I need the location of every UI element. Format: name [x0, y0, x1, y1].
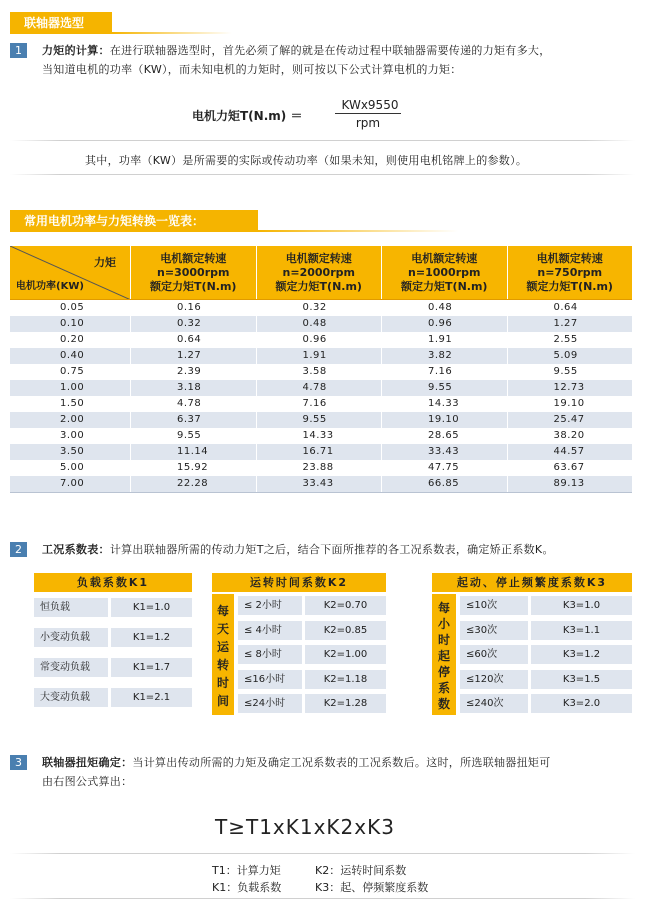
- torque-cell: 22.28: [131, 476, 257, 492]
- torque-calc-text-a: 在进行联轴器选型时，首先必须了解的就是在传动过程中联轴器需要传递的力矩有多大，: [109, 44, 551, 57]
- power-note: 其中，功率（KW）是所需要的实际或传动功率（如果未知，则使用电机铭牌上的参数）。: [85, 154, 528, 167]
- torque-cell: 19.10: [553, 398, 585, 409]
- power-cell: 3.00: [10, 428, 131, 444]
- torque-cell: 7.16: [382, 364, 508, 380]
- k2-condition-cell: ≤24小时: [238, 694, 302, 713]
- table-row: [10, 364, 632, 380]
- torque-cell: 44.57: [553, 446, 585, 457]
- divider: [10, 174, 635, 175]
- torque-cell: 1.27: [553, 318, 578, 329]
- step-number-3: 3: [10, 755, 27, 770]
- torque-cell: 9.55: [553, 366, 578, 377]
- torque-cell: 11.14: [131, 444, 257, 460]
- k2-value-cell: K2=0.85: [305, 621, 386, 640]
- torque-cell: 0.32: [131, 316, 257, 332]
- power-torque-table: [10, 246, 632, 493]
- k2-vertical-char: 运: [216, 640, 229, 654]
- power-cell: 0.40: [10, 348, 131, 364]
- step-number-1: 1: [10, 43, 27, 58]
- k2-vertical-char: 天: [216, 622, 229, 636]
- section-banner-coupling-selection: 联轴器选型: [10, 12, 112, 34]
- table-header: [10, 246, 632, 300]
- torque-cell: 15.92: [131, 460, 257, 476]
- torque-cell: 0.48: [257, 316, 383, 332]
- k1-value-cell: K1=1.2: [111, 628, 192, 647]
- corner-torque-label: 力矩: [94, 256, 116, 269]
- power-cell: 1.50: [10, 396, 131, 412]
- step-number-2: 2: [10, 542, 27, 557]
- torque-calc-text-b: 当知道电机的功率（KW），而未知电机的力矩时，则可按以下公式计算电机的力矩：: [42, 63, 462, 76]
- divider: [10, 140, 635, 141]
- factor-text: 计算出联轴器所需的传动力矩T之后，结合下面所推荐的各工况系数表，确定矫正系数K。: [109, 543, 554, 556]
- k1-condition-cell: 大变动负载: [34, 688, 108, 707]
- torque-cell: 0.96: [382, 316, 508, 332]
- torque-cell: 63.67: [553, 462, 585, 473]
- k2-value-cell: K2=1.00: [305, 645, 386, 664]
- torque-cell: 66.85: [382, 476, 508, 492]
- k1-value-cell: K1=1.7: [111, 658, 192, 677]
- torque-cell: 9.55: [382, 380, 508, 396]
- power-cell: 0.75: [10, 364, 131, 380]
- k2-condition-cell: ≤ 4小时: [238, 621, 302, 640]
- torque-determine-text-b: 由右图公式算出：: [42, 775, 133, 788]
- table-body: [10, 300, 632, 493]
- k2-vertical-char: 每: [216, 604, 229, 618]
- torque-cell: 1.91: [257, 348, 383, 364]
- k3-value-cell: K3=2.0: [531, 694, 632, 713]
- torque-cell: 23.88: [257, 460, 383, 476]
- torque-cell: 3.58: [257, 364, 383, 380]
- torque-cell: 25.47: [553, 414, 585, 425]
- k3-condition-cell: ≤10次: [460, 596, 528, 615]
- banner-fade: [112, 32, 232, 34]
- torque-cell: 3.82: [382, 348, 508, 364]
- factor-lead: 工况系数表：: [42, 543, 110, 556]
- k2-vertical-char: 间: [216, 694, 229, 708]
- k3-condition-cell: ≤30次: [460, 621, 528, 640]
- torque-cell: 14.33: [382, 396, 508, 412]
- k2-value-cell: K2=1.18: [305, 670, 386, 689]
- k1-condition-cell: 小变动负载: [34, 628, 108, 647]
- table-row: [10, 428, 632, 444]
- section-banner-power-torque-table: 常用电机功率与力矩转换一览表：: [10, 210, 258, 232]
- k1-condition-cell: 常变动负载: [34, 658, 108, 677]
- k2-vertical-char: 转: [216, 658, 229, 672]
- torque-cell: 0.96: [257, 332, 383, 348]
- torque-cell: 3.18: [131, 380, 257, 396]
- k3-vertical-char: 起: [437, 649, 450, 663]
- torque-cell: 0.64: [131, 332, 257, 348]
- k2-value-cell: K2=0.70: [305, 596, 386, 615]
- torque-cell: 47.75: [382, 460, 508, 476]
- banner-fade: [258, 230, 458, 232]
- k1-condition-cell: 恒负载: [34, 598, 108, 617]
- torque-cell: 9.55: [257, 412, 383, 428]
- k1-value-cell: K1=2.1: [111, 688, 192, 707]
- selection-formula: T≥T1xK1xK2xK3: [215, 815, 395, 839]
- power-cell: 0.10: [10, 316, 131, 332]
- torque-cell: 89.13: [553, 478, 585, 489]
- k2-condition-cell: ≤16小时: [238, 670, 302, 689]
- power-cell: 0.20: [10, 332, 131, 348]
- k2-vertical-label: [212, 594, 234, 715]
- k2-value-cell: K2=1.28: [305, 694, 386, 713]
- torque-cell: 6.37: [131, 412, 257, 428]
- fraction-bar: [335, 113, 401, 114]
- k3-condition-cell: ≤240次: [460, 694, 528, 713]
- header-1000rpm: 电机额定转速 n=1000rpm 额定力矩T(N.m): [382, 246, 508, 299]
- torque-formula-left: 电机力矩T(N.m) ＝: [192, 109, 303, 123]
- table-corner-cell: [10, 246, 131, 299]
- torque-formula-numerator: KWx9550: [341, 98, 399, 112]
- table-row: [10, 380, 632, 396]
- k1-title: 负载系数K1: [34, 573, 192, 592]
- legend-k3: K3：起、停频繁度系数: [315, 881, 429, 894]
- power-cell: 0.05: [10, 300, 131, 316]
- torque-cell: 1.27: [131, 348, 257, 364]
- table-row: [10, 348, 632, 364]
- torque-cell: 4.78: [257, 380, 383, 396]
- k3-vertical-label: [432, 594, 456, 715]
- corner-power-label: 电机功率(KW): [16, 281, 84, 292]
- power-cell: 5.00: [10, 460, 131, 476]
- k3-vertical-char: 小: [437, 617, 450, 631]
- torque-cell: 33.43: [382, 444, 508, 460]
- k2-vertical-char: 时: [216, 676, 229, 690]
- torque-cell: 1.91: [382, 332, 508, 348]
- k2-condition-cell: ≤ 2小时: [238, 596, 302, 615]
- torque-cell: 5.09: [553, 350, 578, 361]
- k3-vertical-char: 时: [437, 633, 450, 647]
- k3-vertical-char: 数: [437, 697, 450, 711]
- torque-cell: 28.65: [382, 428, 508, 444]
- legend-t1: T1：计算力矩: [212, 864, 281, 877]
- torque-cell: 14.33: [257, 428, 383, 444]
- torque-determine-paragraph: [42, 753, 642, 791]
- k3-value-cell: K3=1.1: [531, 621, 632, 640]
- torque-cell: 12.73: [553, 382, 585, 393]
- torque-determine-text-a: 当计算出传动所需的力矩及确定工况系数表的工况系数后。这时，所选联轴器扭矩可: [132, 756, 551, 769]
- header-2000rpm: 电机额定转速 n=2000rpm 额定力矩T(N.m): [257, 246, 383, 299]
- k1-value-cell: K1=1.0: [111, 598, 192, 617]
- power-cell: 3.50: [10, 444, 131, 460]
- header-3000rpm: 电机额定转速 n=3000rpm 额定力矩T(N.m): [131, 246, 257, 299]
- table-row: [10, 476, 632, 492]
- torque-formula-denominator: rpm: [355, 116, 381, 130]
- torque-cell: 4.78: [131, 396, 257, 412]
- k3-title: 起动、停止频繁度系数K3: [432, 573, 632, 592]
- table-row: [10, 396, 632, 412]
- k2-condition-cell: ≤ 8小时: [238, 645, 302, 664]
- header-750rpm: 电机额定转速 n=750rpm 额定力矩T(N.m): [526, 252, 613, 293]
- k3-vertical-char: 停: [437, 665, 450, 679]
- k3-condition-cell: ≤60次: [460, 645, 528, 664]
- torque-cell: 2.55: [553, 334, 578, 345]
- torque-determine-lead: 联轴器扭矩确定：: [42, 756, 133, 769]
- torque-cell: 0.32: [257, 300, 383, 316]
- torque-cell: 7.16: [257, 396, 383, 412]
- power-cell: 2.00: [10, 412, 131, 428]
- torque-calc-paragraph: [42, 41, 642, 79]
- power-cell: 7.00: [10, 476, 131, 492]
- table-row: [10, 332, 632, 348]
- legend-k2: K2：运转时间系数: [315, 864, 407, 877]
- torque-cell: 19.10: [382, 412, 508, 428]
- torque-cell: 0.64: [553, 302, 578, 313]
- factor-paragraph: [42, 540, 642, 559]
- torque-cell: 38.20: [553, 430, 585, 441]
- torque-cell: 16.71: [257, 444, 383, 460]
- torque-calc-lead: 力矩的计算：: [42, 44, 110, 57]
- k3-vertical-char: 系: [437, 681, 450, 695]
- legend-k1: K1：负载系数: [212, 881, 282, 894]
- power-cell: 1.00: [10, 380, 131, 396]
- table-row: [10, 412, 632, 428]
- divider: [10, 853, 635, 854]
- torque-cell: 9.55: [131, 428, 257, 444]
- table-row: [10, 460, 632, 476]
- torque-cell: 0.16: [131, 300, 257, 316]
- table-row: [10, 300, 632, 316]
- torque-cell: 0.48: [382, 300, 508, 316]
- table-row: [10, 444, 632, 460]
- table-row: [10, 316, 632, 332]
- k2-title: 运转时间系数K2: [212, 573, 386, 592]
- divider: [10, 898, 635, 899]
- k3-value-cell: K3=1.0: [531, 596, 632, 615]
- k3-vertical-char: 每: [437, 601, 450, 615]
- torque-cell: 2.39: [131, 364, 257, 380]
- k3-condition-cell: ≤120次: [460, 670, 528, 689]
- k3-value-cell: K3=1.2: [531, 645, 632, 664]
- torque-cell: 33.43: [257, 476, 383, 492]
- k3-value-cell: K3=1.5: [531, 670, 632, 689]
